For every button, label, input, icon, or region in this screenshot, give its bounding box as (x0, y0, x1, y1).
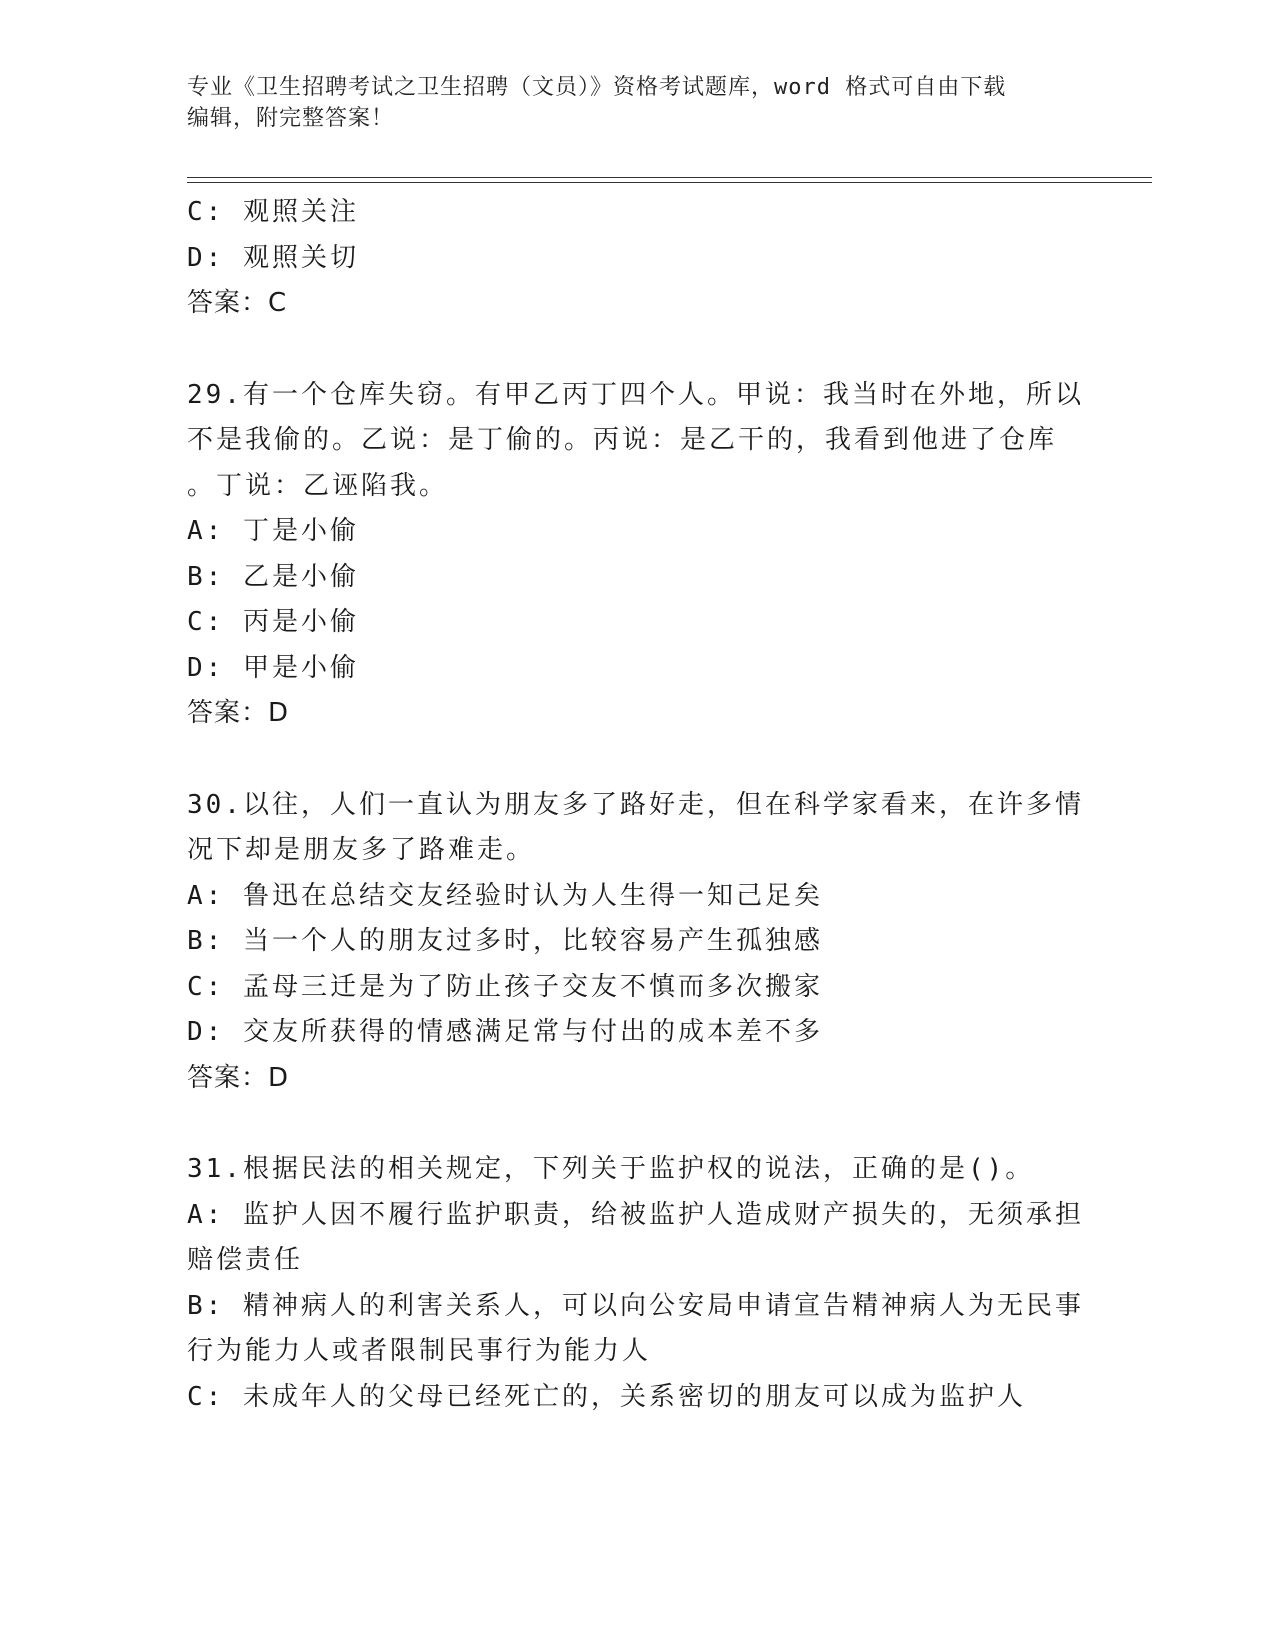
option-a-continued: 赔偿责任 (187, 1245, 304, 1275)
option-b-continued: 行为能力人或者限制民事行为能力人 (187, 1336, 652, 1366)
option-c: C: 孟母三迁是为了防止孩子交友不慎而多次搬家 (187, 971, 823, 1002)
spacer (187, 327, 1087, 373)
option-b: B: 乙是小偷 (187, 561, 359, 592)
header-line-1: 专业《卫生招聘考试之卫生招聘（文员）》资格考试题库，word 格式可自由下载 (187, 75, 1007, 100)
question-stem: 况下却是朋友多了路难走。 (187, 835, 536, 865)
option-d: D: 甲是小偷 (187, 652, 359, 683)
answer-line: 答案：C (187, 288, 288, 318)
question-stem: 31.根据民法的相关规定，下列关于监护权的说法，正确的是()。 (187, 1154, 1035, 1184)
option-a: A: 监护人因不履行监护职责，给被监护人造成财产损失的，无须承担 (187, 1199, 1084, 1230)
option-c: C: 观照关注 (187, 197, 359, 227)
question-30 (187, 783, 1087, 1102)
question-stem: 。丁说：乙诬陷我。 (187, 470, 449, 501)
spacer (187, 1101, 1087, 1147)
question-29 (187, 373, 1087, 737)
option-b: B: 精神病人的利害关系人，可以向公安局申请宣告精神病人为无民事 (187, 1290, 1084, 1321)
question-stem: 不是我偷的。乙说：是丁偷的。丙说：是乙干的，我看到他进了仓库 (187, 425, 1058, 455)
header-line-2: 编辑，附完整答案！ (187, 106, 395, 131)
question-stem: 29.有一个仓库失窃。有甲乙丙丁四个人。甲说：我当时在外地，所以 (187, 379, 1084, 410)
header-divider-bottom (187, 182, 1152, 183)
question-28 (187, 190, 1087, 327)
question-content (187, 190, 1087, 1420)
option-c: C: 丙是小偷 (187, 607, 359, 637)
option-d: D: 观照关切 (187, 242, 359, 273)
header-divider-top (187, 177, 1152, 178)
option-d: D: 交友所获得的情感满足常与付出的成本差不多 (187, 1017, 823, 1047)
document-header (187, 72, 1067, 134)
question-31 (187, 1147, 1087, 1420)
option-a: A: 丁是小偷 (187, 516, 359, 546)
answer-line: 答案：D (187, 698, 290, 728)
question-stem: 30.以往，人们一直认为朋友多了路好走，但在科学家看来，在许多情 (187, 789, 1084, 820)
option-c: C: 未成年人的父母已经死亡的，关系密切的朋友可以成为监护人 (187, 1381, 1026, 1412)
spacer (187, 737, 1087, 783)
option-b: B: 当一个人的朋友过多时，比较容易产生孤独感 (187, 926, 823, 956)
option-a: A: 鲁迅在总结交友经验时认为人生得一知己足矣 (187, 880, 823, 911)
answer-line: 答案：D (187, 1062, 290, 1093)
